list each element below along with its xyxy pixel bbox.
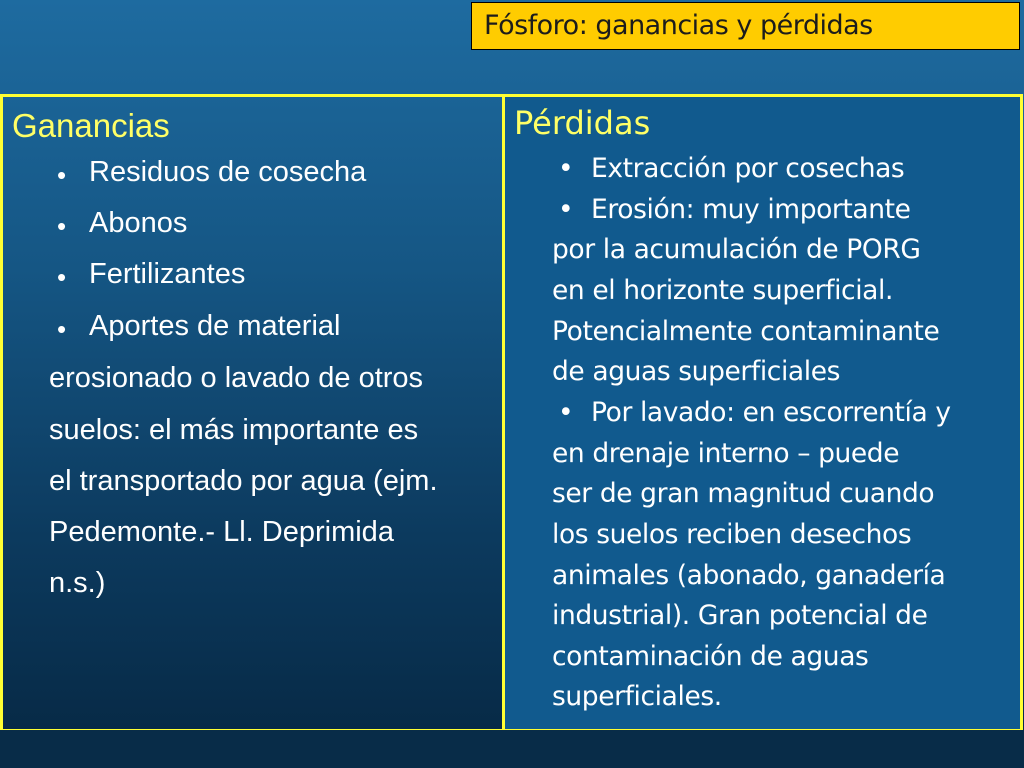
- ganancias-line: n.s.): [49, 567, 106, 599]
- perdidas-heading: Pérdidas: [514, 104, 651, 142]
- ganancias-item-residuos: Residuos de cosecha: [89, 156, 367, 188]
- ganancias-item-aportes: Aportes de material: [89, 310, 341, 342]
- perdidas-line: superficiales.: [552, 681, 722, 712]
- slide-title: Fósforo: ganancias y pérdidas: [484, 10, 873, 41]
- perdidas-line: en drenaje interno – puede: [552, 438, 900, 469]
- bullet-icon: •: [558, 397, 574, 428]
- ganancias-line: Pedemonte.- Ll. Deprimida: [49, 516, 394, 548]
- perdidas-line: Potencialmente contaminante: [552, 316, 940, 347]
- slide-title-box: [471, 2, 1020, 50]
- ganancias-item-abonos: Abonos: [89, 207, 188, 239]
- perdidas-item-erosion: Erosión: muy importante: [591, 194, 911, 225]
- perdidas-line: ser de gran magnitud cuando: [552, 478, 935, 509]
- perdidas-item-extraccion: Extracción por cosechas: [591, 153, 905, 184]
- ganancias-line: el transportado por agua (ejm.: [49, 465, 438, 497]
- ganancias-heading: Ganancias: [12, 107, 170, 144]
- perdidas-line: industrial). Gran potencial de: [552, 600, 928, 631]
- bullet-icon: •: [57, 262, 67, 292]
- bottom-strip: [0, 730, 1024, 768]
- ganancias-line: suelos: el más importante es: [49, 414, 419, 446]
- ganancias-item-fertilizantes: Fertilizantes: [89, 258, 246, 290]
- bullet-icon: •: [57, 160, 67, 190]
- perdidas-line: animales (abonado, ganadería: [552, 560, 946, 591]
- perdidas-line: en el horizonte superficial.: [552, 275, 893, 306]
- perdidas-line: de aguas superficiales: [552, 356, 841, 387]
- bullet-icon: •: [57, 211, 67, 241]
- perdidas-line: los suelos reciben desechos: [552, 519, 912, 550]
- bullet-icon: •: [558, 194, 574, 225]
- perdidas-item-lavado: Por lavado: en escorrentía y: [591, 397, 951, 428]
- ganancias-line: erosionado o lavado de otros: [49, 362, 424, 394]
- ganancias-panel: [0, 94, 505, 732]
- perdidas-line: por la acumulación de PORG: [552, 234, 921, 265]
- bullet-icon: •: [57, 314, 67, 344]
- bullet-icon: •: [558, 153, 574, 184]
- perdidas-line: contaminación de aguas: [552, 641, 869, 672]
